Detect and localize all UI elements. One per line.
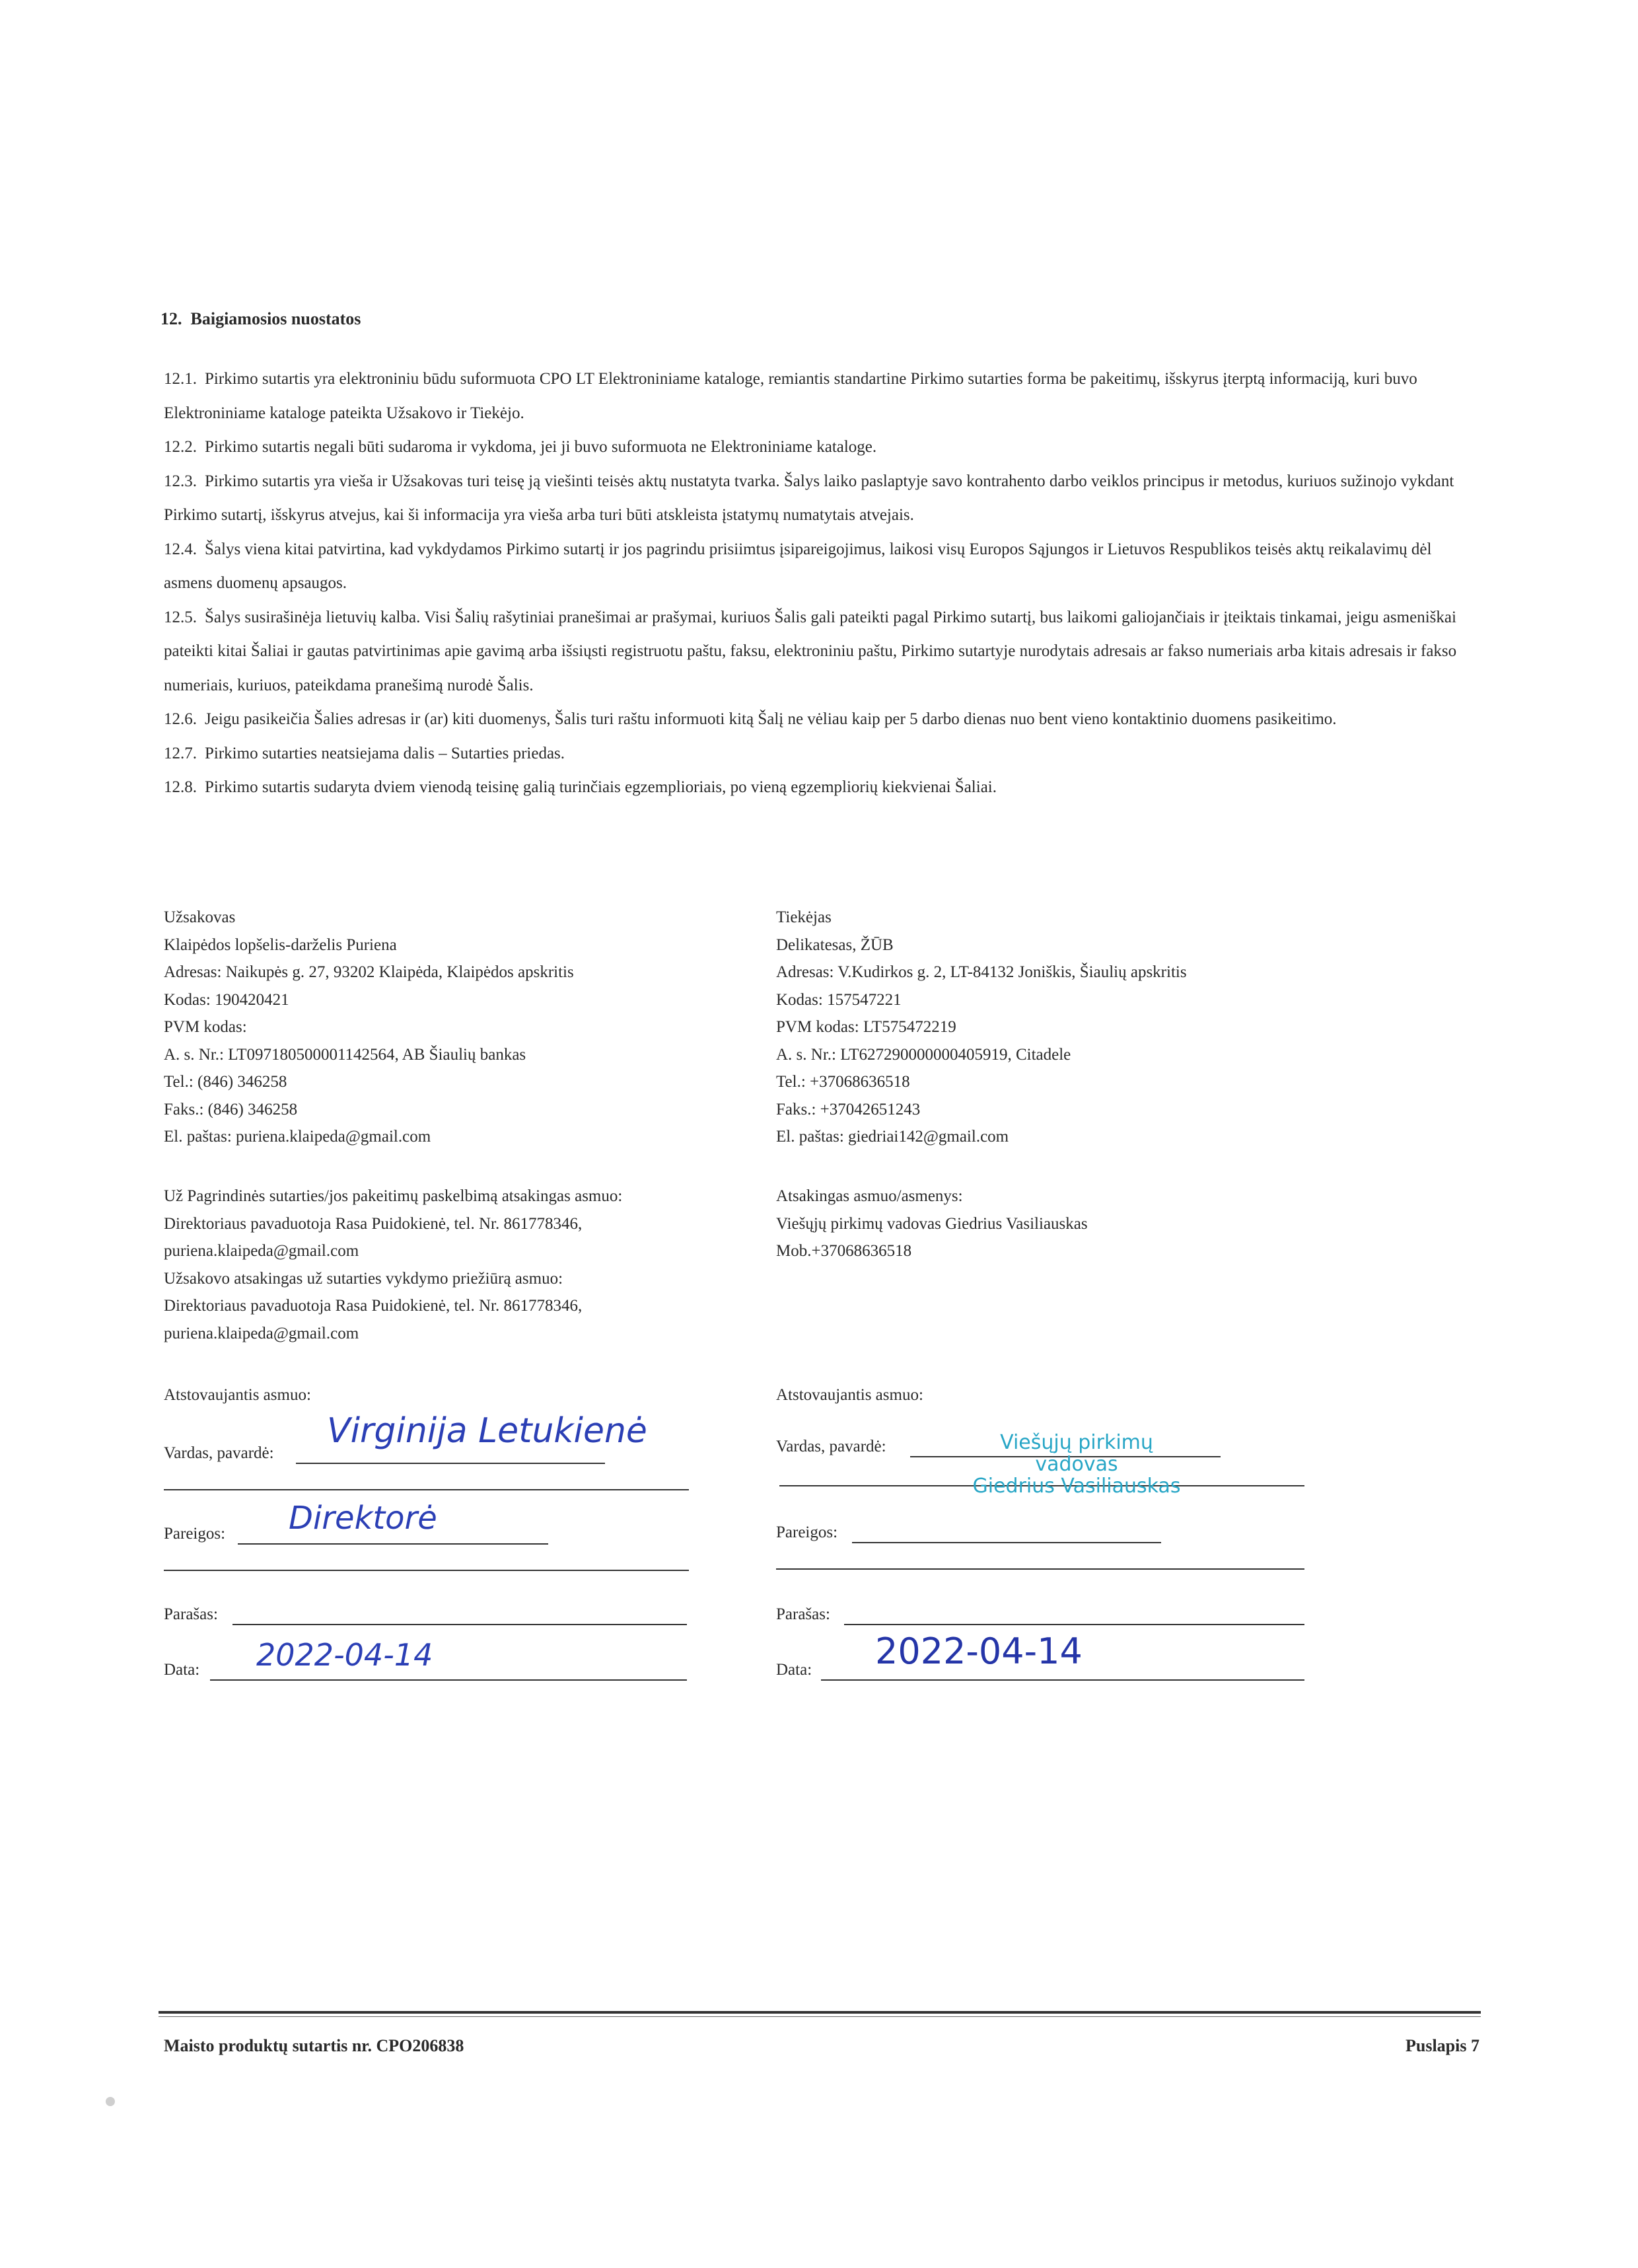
clause-number: 12.5. [164, 608, 197, 626]
clause [164, 464, 1465, 532]
representative-label: Atstovaujantis asmuo: [164, 1386, 311, 1404]
footer-page-number: Puslapis 7 [1406, 2036, 1479, 2055]
position-label: Pareigos: [776, 1523, 838, 1541]
clause-number: 12.7. [164, 744, 197, 762]
handwritten-date: 2022-04-14 [875, 1630, 1083, 1672]
signature-line [232, 1624, 687, 1625]
date-line [821, 1679, 1304, 1681]
responsible-line: Mob.+37068636518 [776, 1242, 912, 1260]
customer-email: El. paštas: puriena.klaipeda@gmail.com [164, 1128, 431, 1146]
section-title: 12. Baigiamosios nuostatos [160, 309, 361, 328]
date-label: Data: [776, 1661, 812, 1679]
date-label: Data: [164, 1661, 200, 1679]
name-stamp [951, 1432, 1202, 1497]
clause-number: 12.2. [164, 438, 197, 456]
clause [164, 770, 1465, 805]
supplier-role: Tiekėjas [776, 908, 832, 926]
signature-line [844, 1624, 1304, 1625]
customer-address: Adresas: Naikupės g. 27, 93202 Klaipėda, Klaipėdos apskritis [164, 963, 574, 981]
name-line-2 [164, 1489, 689, 1490]
position-label: Pareigos: [164, 1525, 226, 1543]
position-line [238, 1543, 548, 1545]
clause-number: 12.3. [164, 472, 197, 490]
responsible-line: Direktoriaus pavaduotoja Rasa Puidokienė, tel. Nr. 861778346, [164, 1214, 583, 1233]
customer-code: Kodas: 190420421 [164, 990, 289, 1009]
name-label: Vardas, pavardė: [164, 1444, 274, 1462]
responsible-line: Atsakingas asmuo/asmenys: [776, 1187, 963, 1205]
clause-text: Pirkimo sutarties neatsiejama dalis – Sutarties priedas. [205, 744, 565, 762]
customer-role: Užsakovas [164, 908, 236, 926]
footer-divider-thin [159, 2016, 1481, 2017]
representative-label: Atstovaujantis asmuo: [776, 1386, 923, 1404]
customer-account: A. s. Nr.: LT097180500001142564, AB Šiaulių bankas [164, 1045, 526, 1064]
clause [164, 532, 1465, 601]
clause-number: 12.1. [164, 370, 197, 388]
clause-number: 12.8. [164, 778, 197, 796]
supplier-email: El. paštas: giedriai142@gmail.com [776, 1128, 1009, 1146]
supplier-code: Kodas: 157547221 [776, 990, 902, 1009]
signature-label: Parašas: [164, 1605, 218, 1623]
supplier-fax: Faks.: +37042651243 [776, 1100, 921, 1118]
clause-text: Šalys susirašinėja lietuvių kalba. Visi Šalių rašytiniai pranešimai ar prašymai, kuriuos Šalis gali pateikti pagal Pirkimo sutartį, bus laikomi galiojančiais ir įteiktais tinkamai, jeigu asmeniškai pateikti kitai Šaliai ir gautas patvirtinimas apie gavimą arba išsiųsti registruotu paštu, faksu, elektroniniu paštu, Pirkimo sutartyje nurodytais adresais ar fakso numeriais arba kitais adresais ir fakso numeriais, kuriuos, pateikdama pranešimą nurodė Šalis. [164, 608, 1457, 694]
responsible-line: Užsakovo atsakingas už sutarties vykdymo priežiūrą asmuo: [164, 1269, 563, 1288]
supplier-phone: Tel.: +37068636518 [776, 1073, 910, 1091]
position-line-2 [164, 1570, 689, 1571]
customer-vat: PVM kodas: [164, 1018, 247, 1036]
footer-contract-number: Maisto produktų sutartis nr. CPO206838 [164, 2036, 464, 2055]
handwritten-date: 2022-04-14 [256, 1637, 433, 1673]
position-line-2 [776, 1568, 1304, 1570]
clause-text: Jeigu pasikeičia Šalies adresas ir (ar) kiti duomenys, Šalis turi raštu informuoti kitą Šalį ne vėliau kaip per 5 darbo dienas nuo bent vieno kontaktinio duomens pasikeitimo. [205, 710, 1337, 728]
responsible-line: Viešųjų pirkimų vadovas Giedrius Vasiliauskas [776, 1214, 1088, 1233]
customer-name: Klaipėdos lopšelis-darželis Puriena [164, 935, 397, 954]
customer-responsible-persons [164, 1183, 622, 1347]
clause-text: Šalys viena kitai patvirtina, kad vykdydamos Pirkimo sutartį ir jos pagrindu prisiimtus įsipareigojimus, laikosi visų Europos Sąjungos ir Lietuvos Respublikos teisės aktų reikalavimų dėl asmens duomenų apsaugos. [164, 540, 1432, 592]
handwritten-name-signature: Virginija Letukienė [327, 1411, 647, 1451]
stamp-line: Viešųjų pirkimų [1000, 1431, 1153, 1454]
supplier-vat: PVM kodas: LT575472219 [776, 1018, 956, 1036]
clause-text: Pirkimo sutartis yra elektroniniu būdu suformuota CPO LT Elektroniniame kataloge, remiantis standartine Pirkimo sutarties forma be pakeitimų, išskyrus įterptą informaciją, kuri buvo Elektroniniame kataloge pateikta Užsakovo ir Tiekėjo. [164, 370, 1417, 422]
position-line [852, 1542, 1161, 1543]
customer-details [164, 904, 758, 1151]
responsible-line: puriena.klaipeda@gmail.com [164, 1242, 359, 1260]
customer-phone: Tel.: (846) 346258 [164, 1073, 287, 1091]
supplier-details [776, 904, 1371, 1151]
clause-number: 12.6. [164, 710, 197, 728]
clauses-list [164, 362, 1465, 805]
supplier-account: A. s. Nr.: LT627290000000405919, Citadele [776, 1045, 1071, 1064]
clause [164, 430, 1465, 464]
clause-text: Pirkimo sutartis sudaryta dviem vienodą teisinę galią turinčiais egzemplioriais, po vieną egzempliorių kiekvienai Šaliai. [205, 778, 997, 796]
supplier-address: Adresas: V.Kudirkos g. 2, LT-84132 Joniškis, Šiaulių apskritis [776, 963, 1187, 981]
name-label: Vardas, pavardė: [776, 1438, 886, 1455]
signature-label: Parašas: [776, 1605, 830, 1623]
name-line [296, 1463, 605, 1464]
clause [164, 601, 1465, 703]
clause [164, 362, 1465, 430]
clause [164, 737, 1465, 771]
handwritten-position: Direktorė [289, 1500, 437, 1537]
clause-number: 12.4. [164, 540, 197, 558]
responsible-line: Direktoriaus pavaduotoja Rasa Puidokienė, tel. Nr. 861778346, [164, 1297, 583, 1315]
footer-divider [159, 2011, 1481, 2014]
responsible-line: puriena.klaipeda@gmail.com [164, 1324, 359, 1342]
supplier-responsible-persons [776, 1183, 1088, 1265]
customer-fax: Faks.: (846) 346258 [164, 1100, 298, 1118]
clause-text: Pirkimo sutartis yra vieša ir Užsakovas turi teisę ją viešinti teisės aktų nustatyta tvarka. Šalys laiko paslaptyje savo kontrahento darbo veiklos principus ir metodus, kuriuos sužinojo vykdant Pirkimo sutartį, išskyrus atvejus, kai ši informacija yra vieša arba turi būti atskleista įstatymų numatytais atvejais. [164, 472, 1454, 524]
responsible-line: Už Pagrindinės sutarties/jos pakeitimų paskelbimą atsakingas asmuo: [164, 1187, 623, 1205]
stamp-line: Giedrius Vasiliauskas [972, 1475, 1181, 1498]
date-line [210, 1679, 687, 1681]
clause [164, 702, 1465, 737]
scan-speck [106, 2097, 115, 2106]
stamp-line: vadovas [1035, 1453, 1118, 1476]
clause-text: Pirkimo sutartis negali būti sudaroma ir vykdoma, jei ji buvo suformuota ne Elektroniniame kataloge. [205, 438, 877, 456]
supplier-name: Delikatesas, ŽŪB [776, 935, 894, 954]
